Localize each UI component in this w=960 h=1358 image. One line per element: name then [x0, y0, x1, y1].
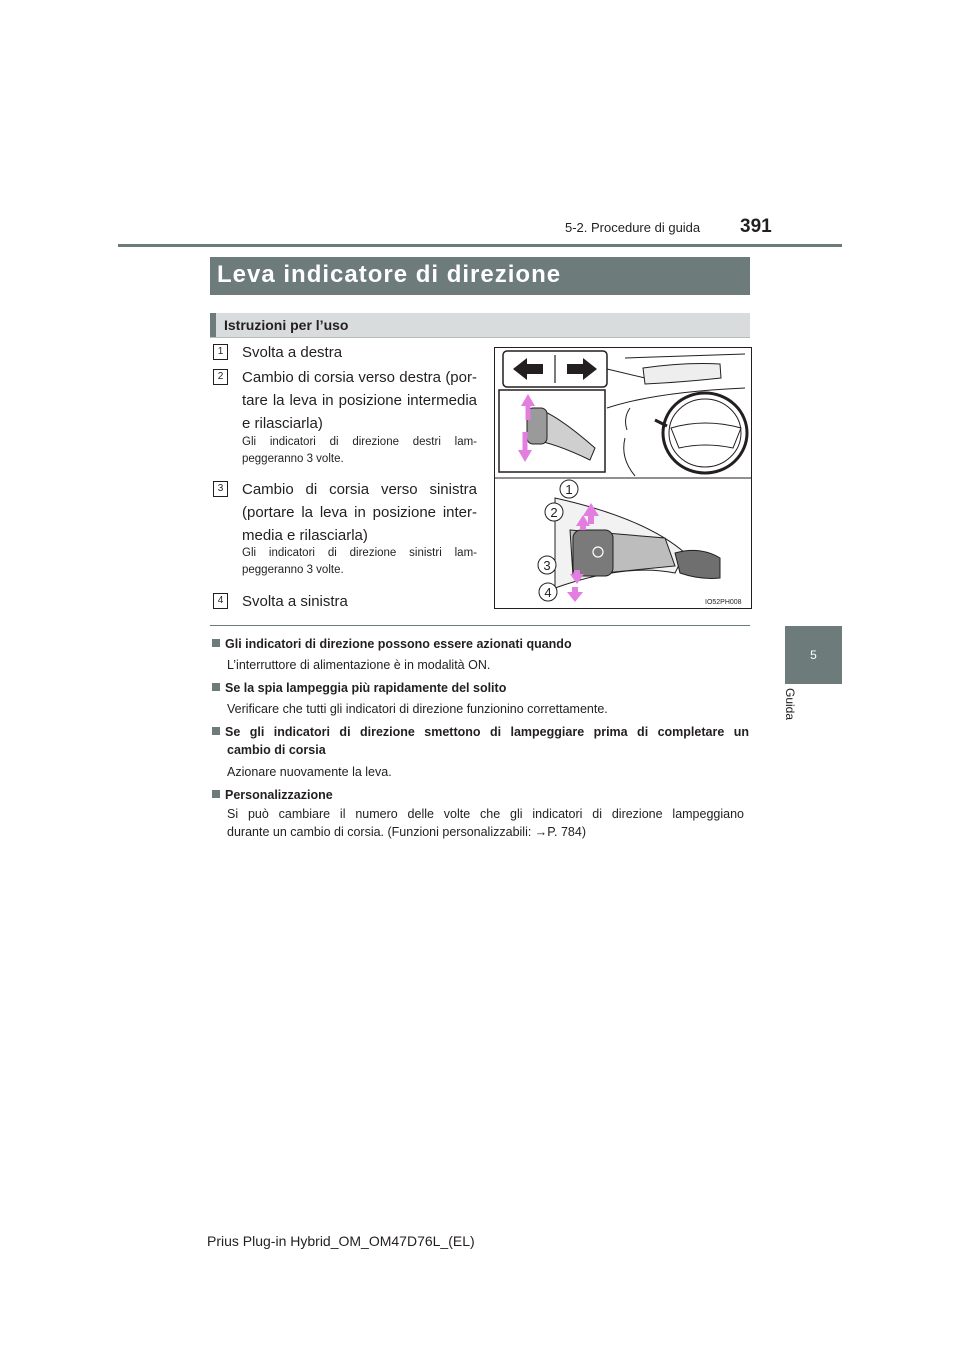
step-3-line: media e rilasciarla): [242, 527, 368, 544]
page-number: 391: [740, 216, 772, 237]
step-number-4: 4: [213, 593, 228, 609]
note-2-heading: [212, 679, 506, 697]
bullet-square-icon: [212, 727, 220, 735]
note-3-heading: [212, 723, 749, 759]
subsection-bar: [210, 313, 750, 338]
step-1-text: Svolta a destra: [242, 344, 343, 361]
note-3-heading-line: Se gli indicatori di direzione smettono di lampeggiare prima di completare un: [225, 725, 749, 739]
note-4-body-line: durante un cambio di corsia. (Funzioni personalizzabili: →P. 784): [227, 825, 586, 839]
step-number-2: 2: [213, 369, 228, 385]
chapter-label: [783, 688, 799, 730]
step-3-text: [242, 478, 477, 547]
note-4-heading-text: Personalizzazione: [225, 788, 333, 802]
note-4-heading: [212, 786, 333, 804]
step-2-note-line: peggeranno 3 volte.: [242, 453, 344, 465]
callout-2-label: 2: [550, 505, 558, 520]
step-number-3: 3: [213, 481, 228, 497]
bullet-square-icon: [212, 790, 220, 798]
subsection-title: Istruzioni per l’uso: [224, 317, 349, 333]
note-1-body: L’interruttore di alimentazione è in modalità ON.: [227, 658, 491, 672]
step-4-text: Svolta a sinistra: [242, 593, 348, 610]
step-2-note-line: Gli indicatori di direzione destri lam-: [242, 436, 477, 448]
turn-signal-lever-illustration: [494, 347, 752, 609]
note-1-heading: [212, 635, 572, 653]
chapter-tab: 5: [785, 626, 842, 684]
illustration-code: IO52PH008: [705, 599, 742, 606]
note-4-body: [227, 805, 744, 841]
section-label: 5-2. Procedure di guida: [565, 220, 701, 235]
callout-3-label: 3: [543, 558, 551, 573]
callout-1-label: 1: [565, 482, 573, 497]
step-3-line: (portare la leva in posizione inter-: [242, 504, 477, 521]
note-3-heading-line: cambio di corsia: [227, 743, 326, 757]
step-number-1: 1: [213, 344, 228, 360]
step-3-note-line: peggeranno 3 volte.: [242, 564, 344, 576]
note-3-body: Azionare nuovamente la leva.: [227, 765, 392, 779]
step-2-line: tare la leva in posizione intermedia: [242, 392, 477, 409]
step-2-note: [242, 434, 477, 468]
note-2-heading-text: Se la spia lampeggia più rapidamente del solito: [225, 681, 507, 695]
document-footer: Prius Plug-in Hybrid_OM_OM47D76L_(EL): [207, 1233, 475, 1249]
step-3-note-line: Gli indicatori di direzione sinistri lam-: [242, 547, 477, 559]
note-4-body-line: Si può cambiare il numero delle volte che gli indicatori di direzione lampeggiano: [227, 807, 744, 821]
subsection-marker: [210, 313, 216, 337]
note-2-body: Verificare che tutti gli indicatori di direzione funzionino correttamente.: [227, 702, 608, 716]
section-divider: [210, 625, 750, 626]
illustration-drawing: [495, 348, 751, 608]
step-2-text: [242, 366, 477, 435]
page-title: Leva indicatore di direzione: [217, 261, 562, 288]
chapter-label-text: Guida: [783, 688, 797, 721]
step-3-line: Cambio di corsia verso sinistra: [242, 481, 477, 498]
header-rule: [118, 244, 842, 247]
step-2-line: e rilasciarla): [242, 415, 323, 432]
page-title-bar: [210, 257, 750, 295]
bullet-square-icon: [212, 683, 220, 691]
step-2-line: Cambio di corsia verso destra (por-: [242, 369, 477, 386]
bullet-square-icon: [212, 639, 220, 647]
step-3-note: [242, 545, 477, 579]
note-1-heading-text: Gli indicatori di direzione possono essere azionati quando: [225, 637, 572, 651]
callout-4-label: 4: [544, 585, 552, 600]
